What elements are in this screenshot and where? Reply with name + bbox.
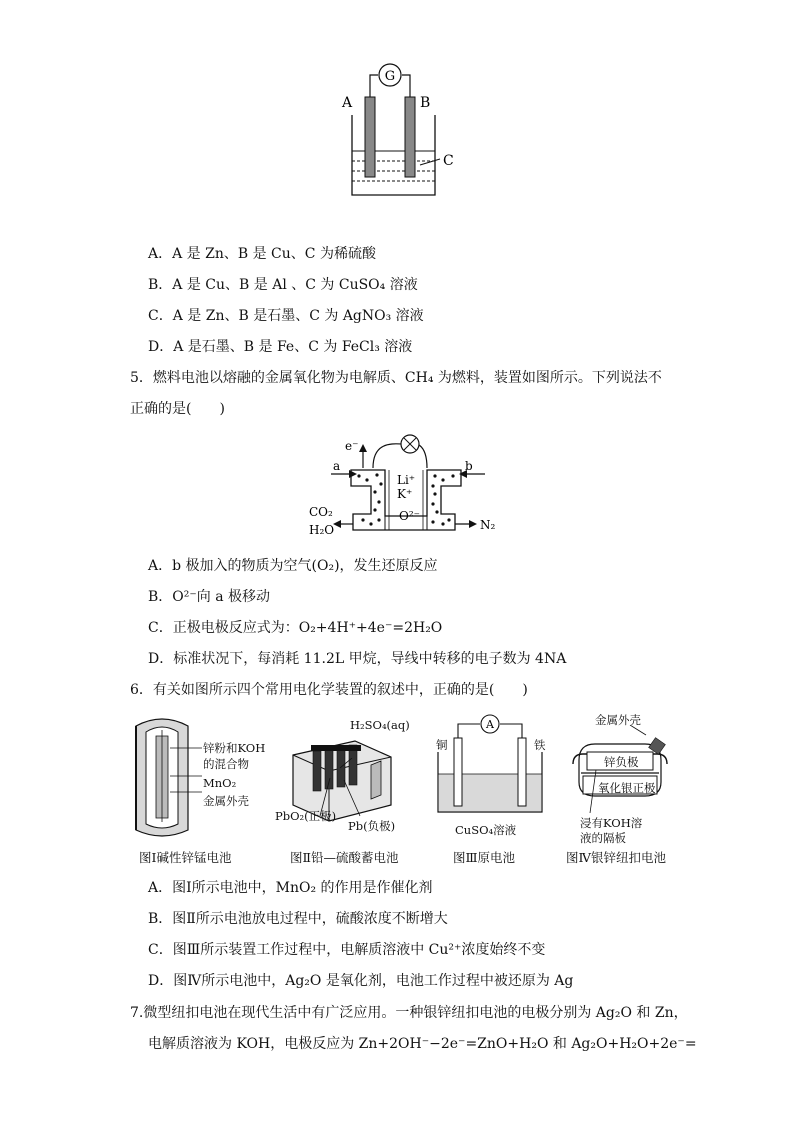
outlet-h2o-label: H₂O: [309, 523, 335, 537]
q4-option-d: D．A 是石墨、B 是 Fe、C 为 FeCl₃ 溶液: [148, 339, 413, 355]
galvanometer-label: G: [384, 69, 396, 84]
q6-option-d: D．图Ⅳ所示电池中，Ag₂O 是氧化剂，电池工作过程中被还原为 Ag: [148, 973, 574, 989]
solution-c-label: C: [443, 153, 454, 169]
q6-option-b: B．图Ⅱ所示电池放电过程中，硫酸浓度不断增大: [148, 911, 448, 927]
inlet-b-label: b: [465, 459, 473, 473]
fig3-label-iron: 铁: [534, 738, 546, 752]
fig4-label-zinc-negative: 锌负极: [604, 755, 639, 769]
fig3-label-solution: CuSO₄溶液: [455, 823, 517, 837]
fig4-leader-lines: [580, 725, 670, 820]
q5-option-b: B．O²⁻向 a 极移动: [148, 589, 271, 605]
fig2-label-h2so4: H₂SO₄(aq): [350, 718, 410, 732]
fig2-label-pb: Pb(负极): [348, 819, 396, 833]
q4-option-c: C．A 是 Zn、B 是石墨、C 为 AgNO₃ 溶液: [148, 308, 424, 324]
q7-line2: 电解质溶液为 KOH，电极反应为 Zn+2OH⁻−2e⁻=ZnO+H₂O 和 Ag₂O+H₂O+2e⁻=: [148, 1036, 697, 1052]
ion-li-label: Li⁺: [397, 473, 416, 487]
figure-galvanic-cell-cu-fe: [430, 712, 550, 827]
outlet-n2-label: N₂: [480, 518, 496, 532]
q5-option-a: A．b 极加入的物质为空气(O₂)，发生还原反应: [148, 558, 438, 574]
figure-fuel-cell: [305, 430, 505, 545]
inlet-a-label: a: [333, 459, 341, 473]
ion-o-label: O²⁻: [399, 509, 420, 523]
fig1-caption: 图Ⅰ碱性锌锰电池: [139, 850, 232, 865]
electron-label: e⁻: [345, 439, 359, 453]
electrode-a-label: A: [342, 95, 353, 111]
fig4-label-shell: 金属外壳: [595, 713, 641, 727]
q5-stem-line1: 5．燃料电池以熔融的金属氧化物为电解质、CH₄ 为燃料，装置如图所示。下列说法不: [130, 370, 662, 386]
fig1-label-mno2: MnO₂: [203, 776, 237, 790]
fig4-label-koh-separator1: 浸有KOH溶: [580, 816, 643, 830]
electrode-b-label: B: [420, 95, 431, 111]
fig4-caption: 图Ⅳ银锌纽扣电池: [566, 850, 666, 865]
fig4-label-silver-oxide: 氧化银正极: [598, 781, 656, 795]
outlet-co2-label: CO₂: [309, 505, 333, 519]
fig1-leader-lines: [170, 740, 205, 810]
q5-option-c: C．正极电极反应式为：O₂+4H⁺+4e⁻=2H₂O: [148, 620, 443, 636]
fig3-label-copper: 铜: [436, 738, 448, 752]
fig4-label-koh-separator2: 液的隔板: [580, 831, 626, 845]
q6-option-c: C．图Ⅲ所示装置工作过程中，电解质溶液中 Cu²⁺浓度始终不变: [148, 942, 546, 958]
fig1-label-shell: 金属外壳: [203, 794, 249, 808]
q5-option-d: D．标准状况下，每消耗 11.2L 甲烷，导线中转移的电子数为 4NA: [148, 651, 567, 667]
q6-option-a: A．图Ⅰ所示电池中，MnO₂ 的作用是作催化剂: [148, 880, 433, 896]
figure-galvanic-cell: [330, 55, 470, 205]
q6-stem: 6．有关如图所示四个常用电化学装置的叙述中，正确的是( ): [130, 682, 528, 698]
q4-option-b: B．A 是 Cu、B 是 Al 、C 为 CuSO₄ 溶液: [148, 277, 418, 293]
fig2-caption: 图Ⅱ铅—硫酸蓄电池: [290, 850, 399, 865]
fig3-caption: 图Ⅲ原电池: [453, 850, 516, 865]
fig2-label-pbo2: PbO₂(正极): [275, 809, 337, 823]
q4-option-a: A．A 是 Zn、B 是 Cu、C 为稀硫酸: [148, 246, 376, 262]
fig3-meter-label: A: [486, 718, 494, 731]
fig1-label-zinc-koh: 锌粉和KOH: [203, 741, 266, 755]
q5-stem-line2: 正确的是( ): [130, 401, 225, 417]
ion-k-label: K⁺: [397, 487, 413, 501]
q7-line1: 7.微型纽扣电池在现代生活中有广泛应用。一种银锌纽扣电池的电极分别为 Ag₂O 和 Zn，: [130, 1005, 688, 1021]
fig1-label-mixture: 的混合物: [203, 757, 249, 771]
